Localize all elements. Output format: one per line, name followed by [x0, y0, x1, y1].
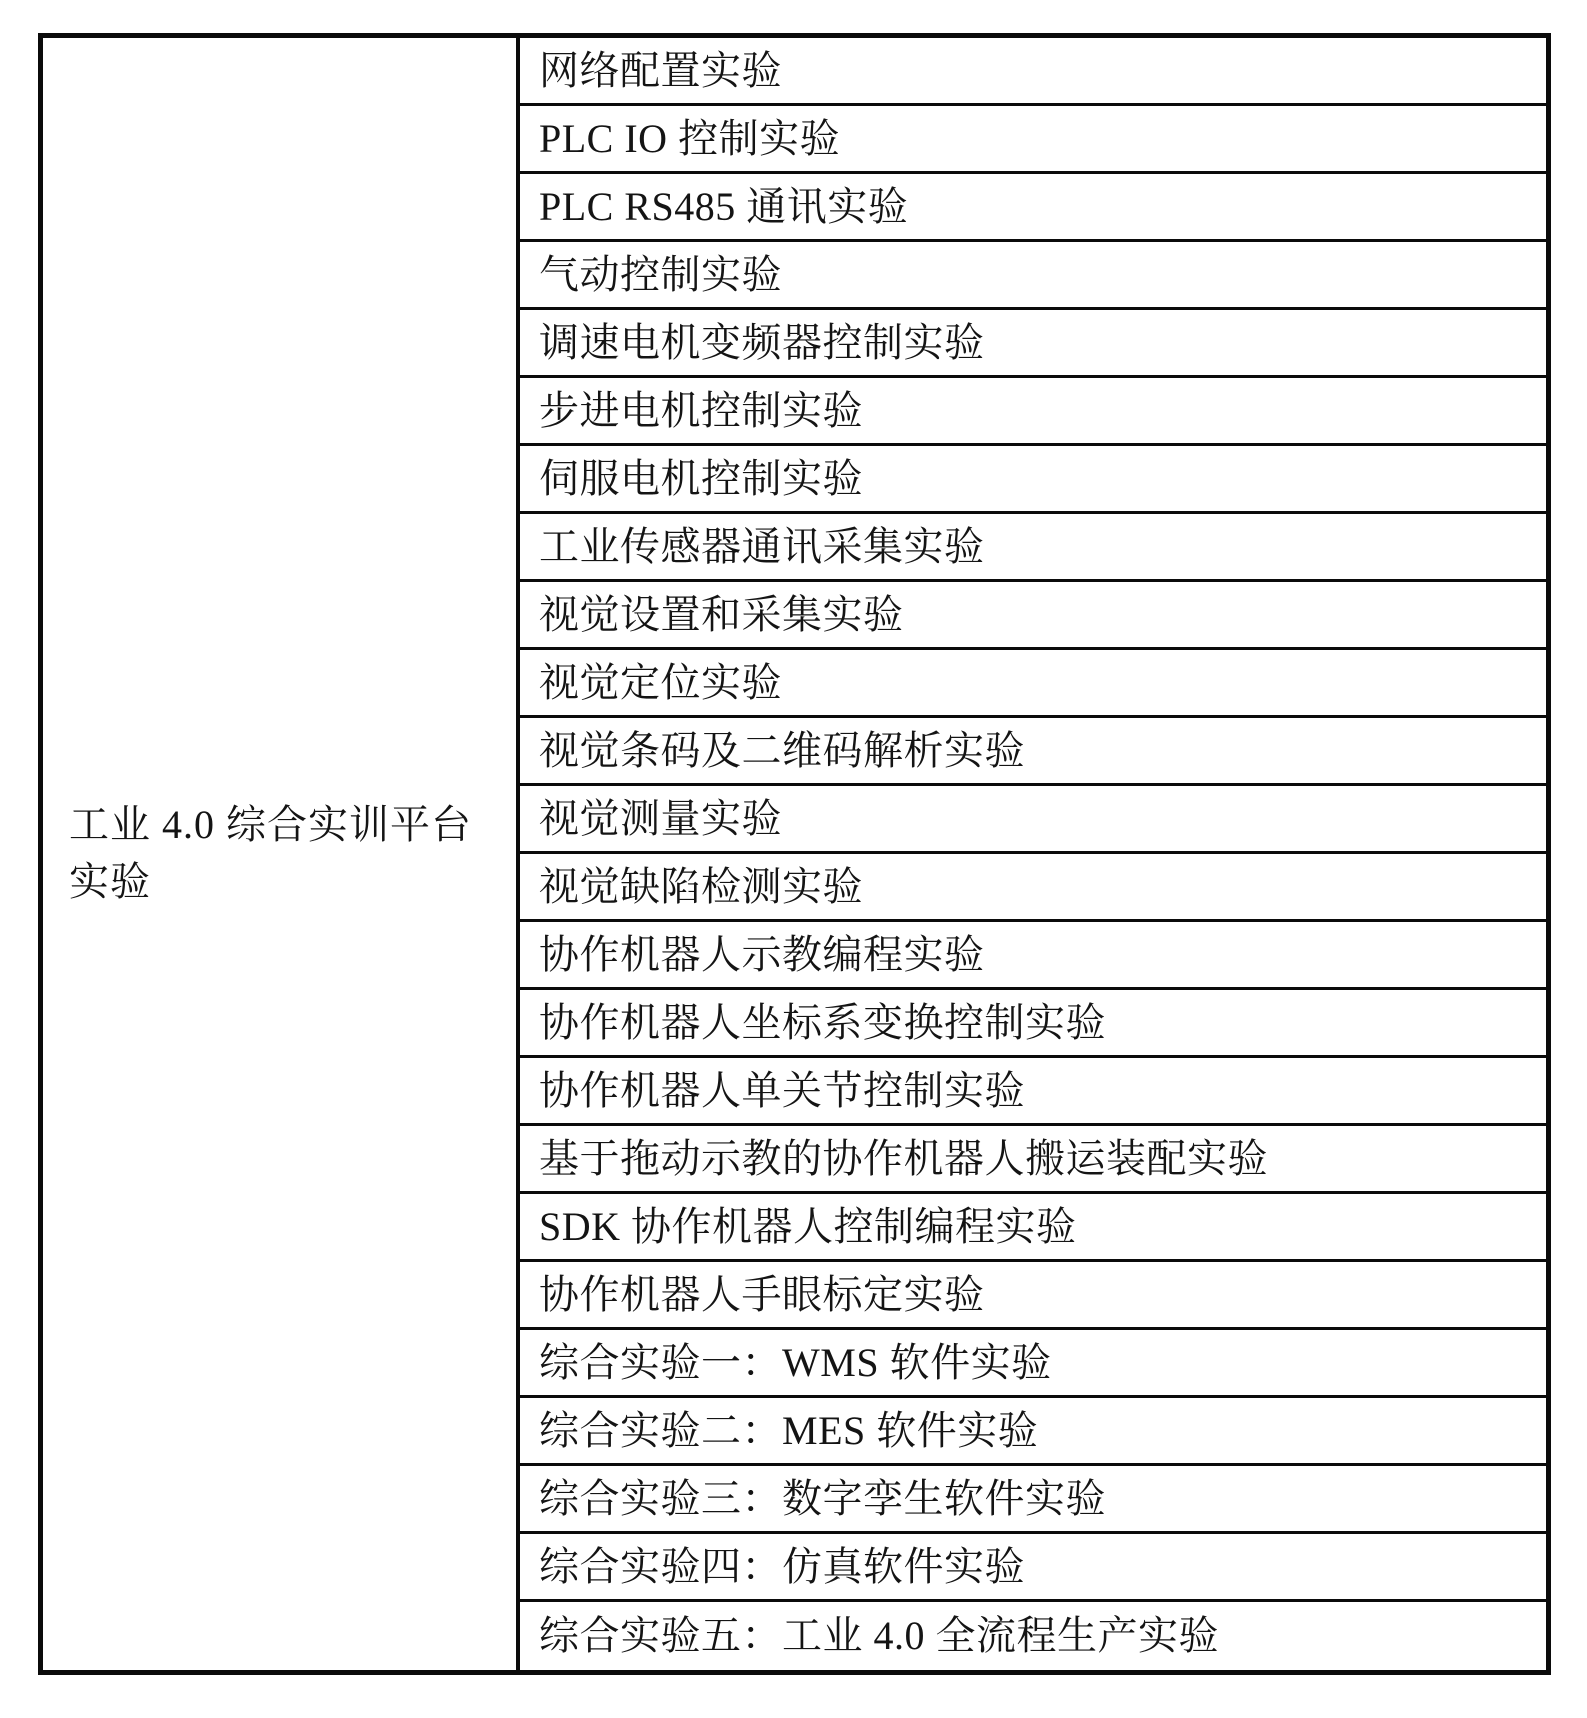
table-row — [520, 582, 1546, 650]
table-row — [520, 1330, 1546, 1398]
experiment-name: 协作机器人单关节控制实验 — [539, 1067, 1025, 1113]
table-row — [520, 1534, 1546, 1602]
experiment-name: 综合实验二：MES 软件实验 — [539, 1407, 1039, 1453]
experiment-name: 视觉缺陷检测实验 — [539, 863, 863, 909]
table-row — [520, 38, 1546, 106]
table-row — [520, 446, 1546, 514]
table-row — [520, 854, 1546, 922]
experiment-name: 基于拖动示教的协作机器人搬运装配实验 — [539, 1135, 1268, 1181]
table-row — [520, 1602, 1546, 1670]
experiment-name: 综合实验三：数字孪生软件实验 — [539, 1475, 1106, 1521]
table-row — [520, 1262, 1546, 1330]
experiment-name: 气动控制实验 — [539, 251, 782, 297]
experiment-name: 调速电机变频器控制实验 — [539, 319, 985, 365]
table-row — [520, 242, 1546, 310]
experiment-name: 视觉测量实验 — [539, 795, 782, 841]
experiment-name: 视觉设置和采集实验 — [539, 591, 904, 637]
experiment-name: 协作机器人坐标系变换控制实验 — [539, 999, 1106, 1045]
table-row — [520, 650, 1546, 718]
table-row — [520, 310, 1546, 378]
table-row — [520, 1398, 1546, 1466]
experiment-name: 综合实验一：WMS 软件实验 — [539, 1339, 1052, 1385]
table-row — [520, 1126, 1546, 1194]
table-row — [520, 1058, 1546, 1126]
table-row — [520, 718, 1546, 786]
table-row — [520, 106, 1546, 174]
table-row — [520, 174, 1546, 242]
experiment-name: SDK 协作机器人控制编程实验 — [539, 1203, 1077, 1249]
experiment-name: 视觉条码及二维码解析实验 — [539, 727, 1025, 773]
table-row — [520, 1194, 1546, 1262]
experiment-name: 工业传感器通讯采集实验 — [539, 523, 985, 569]
table-row — [520, 378, 1546, 446]
experiment-name: 综合实验四：仿真软件实验 — [539, 1543, 1025, 1589]
experiment-name: 协作机器人手眼标定实验 — [539, 1271, 985, 1317]
table-row — [520, 990, 1546, 1058]
category-cell — [43, 38, 520, 1670]
experiment-name: 步进电机控制实验 — [539, 387, 863, 433]
experiment-name: 视觉定位实验 — [539, 659, 782, 705]
experiment-name: 网络配置实验 — [539, 47, 782, 93]
table-row — [520, 922, 1546, 990]
table-row — [520, 514, 1546, 582]
table-row — [520, 786, 1546, 854]
category-label: 工业 4.0 综合实训平台实验 — [69, 802, 472, 904]
experiment-name: PLC RS485 通讯实验 — [539, 183, 909, 229]
experiment-name: 协作机器人示教编程实验 — [539, 931, 985, 977]
experiment-name: PLC IO 控制实验 — [539, 115, 841, 161]
table-row — [520, 1466, 1546, 1534]
experiment-name: 伺服电机控制实验 — [539, 455, 863, 501]
experiment-name: 综合实验五：工业 4.0 全流程生产实验 — [539, 1613, 1219, 1658]
experiments-table — [38, 33, 1551, 1675]
